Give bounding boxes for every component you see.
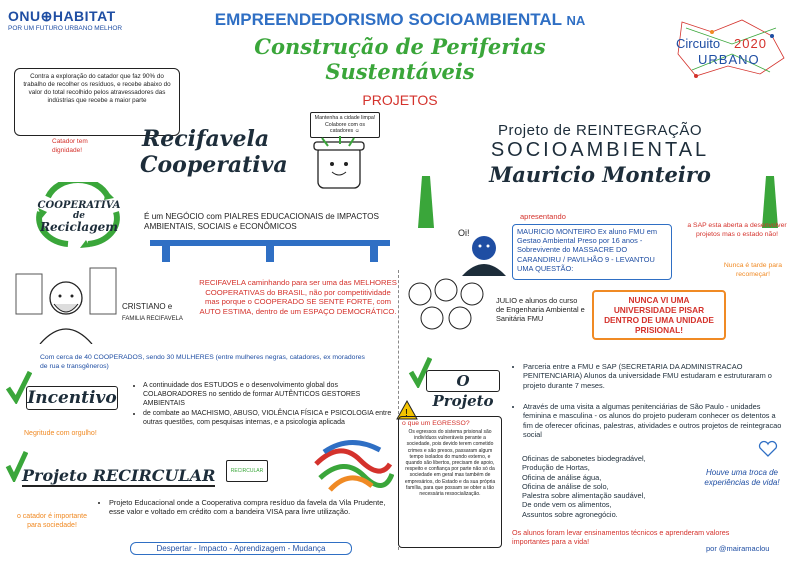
nunca-tarde-note: Nunca é tarde para recomeçar!: [723, 262, 783, 278]
recircular-bullet: • Projeto Educacional onde a Cooperativa compra resíduo da favela da Vila Prudente, esse valor e voltado em crédito com a bandeira VISA para livre utilização.: [109, 498, 400, 517]
parceria-bullet: • Parceria entre a FMU e SAP (SECRETARIA DA ADMINISTRACAO PENITENCIARIA) Alunos da universidade FMU estudaram e estruturaram o projeto durante 7 meses.: [523, 362, 786, 390]
svg-text:!: !: [405, 408, 408, 419]
reintegration-line2: SOCIOAMBIENTAL: [490, 139, 710, 161]
students-group: [402, 272, 496, 344]
title-line2: Construção de Periferias Sustentáveis: [254, 34, 546, 84]
reintegration-line3: Mauricio Monteiro: [489, 162, 711, 187]
trash-bin-icon: [310, 136, 368, 192]
alunos-foram-note: Os alunos foram levar ensinamentos técnicos e aprenderam valores importantes para a vida!: [512, 528, 730, 546]
apresentando-label: apresentando: [520, 212, 566, 221]
logo: [8, 8, 158, 32]
familia-recifavela: FAMILIA RECIFAVELA: [122, 316, 183, 322]
coop-circle-line3: Reciclagem: [40, 220, 118, 234]
oficina-item: Oficina de análise de solo,: [522, 481, 609, 491]
clean-city-sign: Mantenha a cidade limpa! Colabore com os catadores ☺: [310, 112, 380, 138]
cristiano-portrait: [14, 262, 118, 344]
impact-words: Despertar - Impacto - Aprendizagem - Mudança: [130, 542, 352, 555]
o-projeto-heading: O Projeto: [426, 370, 500, 392]
sap-note: a SAP esta aberta a desenvolver projetos mas o estado não!: [687, 222, 787, 238]
julio-text: JULIO e alunos do curso de Engenharia Ambiental e Sanitária FMU: [496, 296, 585, 323]
oficinas-list: [522, 454, 722, 519]
oficina-item: Oficinas de sabonetes biodegradável,: [522, 454, 646, 463]
circuito-urbano: URBANO: [698, 52, 760, 67]
person-icon: [456, 234, 512, 276]
reintegration-title: [420, 122, 780, 187]
coop-circle-label: [36, 200, 122, 233]
subtitle-projetos: PROJETOS: [362, 92, 438, 108]
oficina-item: Palestra sobre alimentação saudável,: [522, 491, 646, 501]
incentivo-bullets: [134, 382, 392, 430]
coop-circle-line2: de: [72, 211, 86, 221]
brand-recifavela: Recifavela: [142, 126, 270, 152]
recifavela-description: RECIFAVELA caminhando para ser uma das MELHORES COOPERATIVAS do BRASIL, não por competitividade mas porque o COOPERADO SE SENTE FORTE, com AUTO ESTIMA, dentro de um ESPAÇO DEMOCRÁTICO.: [199, 278, 397, 316]
circuito-year: 2020: [734, 36, 767, 51]
recircular-description: [100, 498, 400, 519]
visita-text: [514, 402, 786, 441]
circuito-logo: [672, 14, 790, 84]
incentivo-bullet-1: • A continuidade dos ESTUDOS e o desenvolvimento global dos COLABORADORES no sentido de formar AUTÊNTICOS GESTORES AMBIENTAIS: [143, 382, 392, 408]
catador-dignity-note: Catador tem dignidade!: [52, 138, 88, 154]
exploitation-quote-box: Contra a exploração do catador que faz 90% do trabalho de recolher os resíduos, e recebe abaixo do valor do total recolhido pelos atravessadores das indústrias que recebe a maior parte: [14, 68, 180, 136]
oficina-item: Produção de Hortas,: [522, 463, 590, 473]
logo-subtitle: POR UM FUTURO URBANO MELHOR: [8, 25, 123, 32]
mauricio-bio: MAURICIO MONTEIRO Ex aluno FMU em Gestao Ambiental Preso por 16 anos - Sobrevivente do MASSACRE DO CARANDIRU / PAVILHÃO 9 - LEVANTOU UMA QUESTÃO:: [512, 224, 672, 280]
nunca-vi-box: NUNCA VI UMA UNIVERSIDADE PISAR DENTRO DE UMA UNIDADE PRISIONAL!: [592, 290, 726, 340]
oficina-item: Oficina de análise água,: [522, 472, 602, 482]
parceria-text: [514, 362, 786, 392]
title-na: NA: [566, 13, 586, 28]
egresso-text: Os egressos do sistema prisional são indivíduos vulneráveis perante a sociedade, pois devido terem cometido crimes e são presos, passaram algum tempo isolados do mundo externo, e quando são libertos, precisam de apoio, respeito e confiança por parte não só da sociedade em geral mas também de empresários, do Estado e da sua própria família, para que possam se obter a tão necessária ressocialização.: [404, 429, 496, 498]
visita-bullet: • Através de uma visita a algumas penitenciárias de São Paulo - unidades feminina e masculina - os alunos do projeto puderam conhecer os detentos a fim de oferecer oficinas, palestras, atividades e outros projetos de reintegracao social: [523, 402, 786, 439]
egresso-title: o que um EGRESSO?: [402, 420, 470, 427]
circuito-text: Circuito: [676, 36, 721, 51]
bridge-icon: [150, 236, 390, 264]
coop-circle-line1: COOPERATIVA: [37, 200, 121, 211]
hands-icon: [310, 434, 394, 494]
negritude-note: Negritude com orgulho!: [24, 430, 97, 437]
oficina-item: Assuntos sobre agronegócio.: [522, 509, 618, 519]
reintegration-line1: Projeto de REINTEGRAÇÃO: [497, 122, 703, 139]
oficina-item: De onde vem os alimentos,: [522, 500, 612, 510]
author-credit: por @mairamaclou: [706, 544, 770, 553]
recircular-bag: RECIRCULAR: [226, 460, 268, 482]
catador-importante-note: o catador é importante para sociedade!: [16, 513, 88, 529]
incentivo-bullet-2: • de combate ao MACHISMO, ABUSO, VIOLÊNCIA FÍSICA e PSICOLOGIA entre outras questões, com pesquisas internas, e a psicologia aplicada: [143, 410, 392, 428]
header-title: [205, 10, 595, 30]
oi-speech: Oi!: [458, 228, 470, 238]
cooperados-count: Com cerca de 40 COOPERADOS, sendo 30 MULHERES (entre mulheres negras, catadores, ex moradores de rua e transgêneros): [40, 354, 365, 370]
brand-cooperativa: Cooperativa: [140, 152, 288, 178]
troca-note: Houve uma troca de experiências de vida!: [704, 468, 780, 487]
logo-text: ONU⊕HABITAT: [8, 8, 116, 24]
recircular-heading: Projeto RECIRCULAR: [22, 466, 216, 485]
cristiano-name: CRISTIANO e: [122, 302, 173, 311]
egresso-box: [398, 416, 502, 548]
incentivo-heading: Incentivo: [27, 388, 117, 408]
heart-icon: [758, 440, 778, 458]
title-line1: EMPREENDEDORISMO SOCIOAMBIENTAL: [214, 10, 563, 29]
business-description: É um NEGÓCIO com PIALRES EDUCACIONAIS de IMPACTOS AMBIENTAIS, SOCIAIS e ECONÔMICOS: [144, 212, 379, 231]
